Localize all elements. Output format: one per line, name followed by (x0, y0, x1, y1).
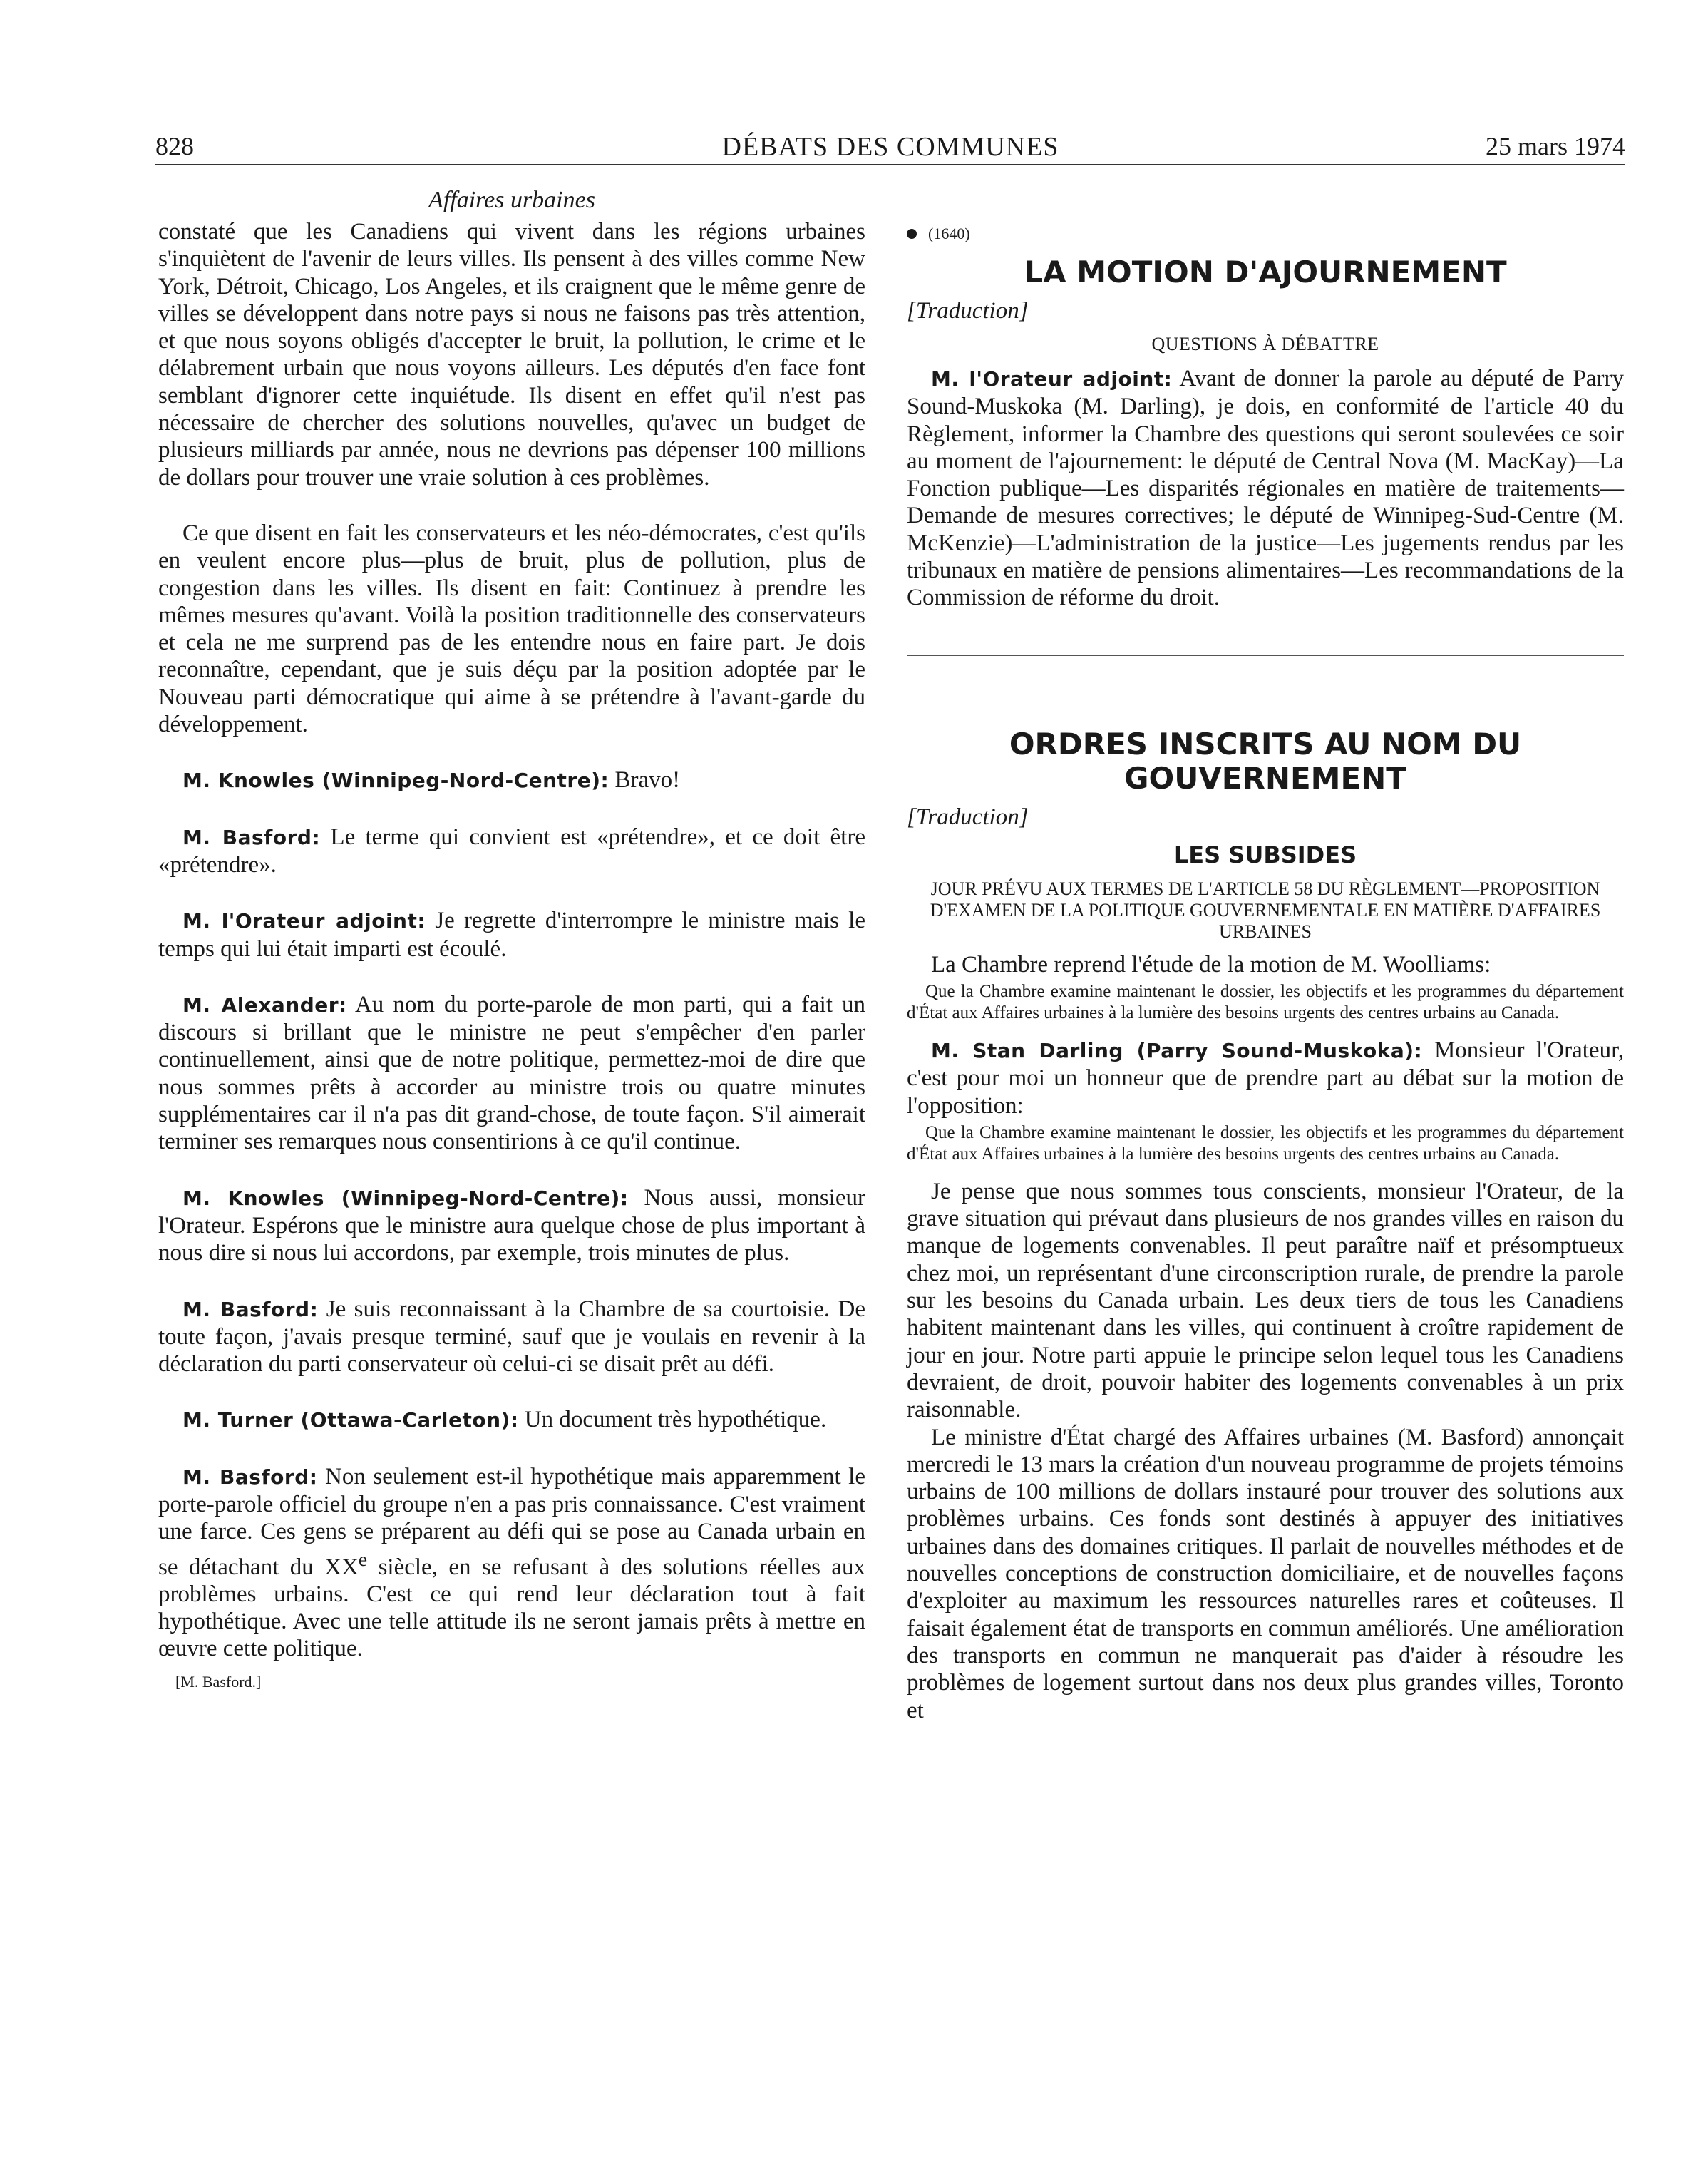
speaker-name: M. Knowles (Winnipeg-Nord-Centre): (182, 769, 609, 793)
timestamp (907, 220, 1624, 248)
speaker-name: M. Turner (Ottawa-Carleton): (182, 1408, 519, 1432)
speaker-name: M. l'Orateur adjoint: (931, 367, 1173, 391)
speech-text: Au nom du porte-parole de mon parti, qui a fait un discours si brillant que le ministre ne peut s'empêcher d'en parler continuellement, ainsi que de notre politique, permettez-moi de dire que nous sommes prêts à accorder au ministre trois ou quatre minutes supplémentaires car il n'a pas dit grand-chose, de toute façon. S'il aimerait terminer ses remarques nous consentirions à ce qu'il continue. (158, 991, 865, 1155)
paragraph: Ce que disent en fait les conservateurs et les néo-démocrates, c'est qu'ils en veulent encore plus—plus de bruit, plus de pollution, plus de congestion dans les villes. Ils disent en fait: Continuez à prendre les mêmes mesures qu'avant. Voilà la position traditionnelle des conservateurs et cela ne me surprend pas de les entendre nous en faire part. Je dois reconnaître, cependant, que je suis déçu par la position adoptée par le Nouveau parti démocratique qui aime à se prétendre à l'avant-garde du développement. (158, 520, 865, 738)
speech-text: Un document très hypothétique. (524, 1407, 827, 1433)
speaker-name: M. Basford: (182, 825, 321, 849)
section-divider (907, 655, 1624, 656)
speaker-name: M. Basford: (182, 1297, 319, 1321)
heading-government-orders: ORDRES INSCRITS AU NOM DU GOUVERNEMENT (1009, 726, 1522, 796)
running-head (155, 128, 1625, 165)
speaker-footnote: [M. Basford.] (175, 1672, 262, 1691)
speech-text: Nous aussi, monsieur l'Orateur. Espérons que le ministre aura quelque chose de plus important à nous dire si nous lui accordons, par exemple, trois minutes de plus. (158, 1184, 865, 1266)
subheading-questions: QUESTIONS À DÉBATTRE (1151, 334, 1379, 354)
speech (158, 991, 865, 1156)
speech-text: siècle, en se refusant à des solutions réelles aux problèmes urbains. C'est ce qui rend leur déclaration tout à fait hypothétique. Avec une telle attitude ils ne seront jamais prêts à mettre en œuvre cette politique. (158, 1554, 866, 1662)
speech-text: Je regrette d'interrompre le ministre mais le temps qui lui était imparti est écoulé. (158, 908, 865, 962)
speaker-name: M. Alexander: (182, 993, 347, 1017)
issue-date: 25 mars 1974 (1486, 132, 1625, 160)
bullet-icon (907, 229, 917, 239)
speech-text: Non seulement est-il hypothétique mais apparemment le porte-parole officiel du groupe n'en a pas pris connaissance. C'est vraiment une farce. Ces gens se préparent au défi qui se pose au Canada urbain en se détachant du XX (158, 1463, 865, 1580)
timestamp-text: (1640) (928, 225, 970, 242)
paragraph: La Chambre reprend l'étude de la motion de M. Woolliams: (931, 951, 1491, 978)
speech-text: Bravo! (614, 767, 681, 794)
speech-text: Je suis reconnaissant à la Chambre de sa courtoisie. De toute façon, j'avais presque terminé, sauf que je voulais en revenir à la déclaration du parti conservateur où celui-ci se disait prêt au défi. (158, 1296, 865, 1378)
page-number: 828 (155, 132, 194, 160)
journal-title: DÉBATS DES COMMUNES (721, 132, 1059, 162)
paragraph: Je pense que nous sommes tous conscients, monsieur l'Orateur, de la grave situation qui prévaut dans plusieurs de nos grandes villes en raison du manque de logements convenables. Il peut paraître naïf et présomptueux chez moi, un représentant d'une circonscription rurale, de prendre la parole sur les besoins du Canada urbain. Les deux tiers de tous les Canadiens habitent maintenant dans les villes, qui continuent à croître rapidement de jour en jour. Notre parti appuie le principe selon lequel tous les Canadiens devraient, de droit, pouvoir habiter des logements convenables à un prix raisonnable. (907, 1178, 1624, 1423)
speech (158, 767, 865, 794)
motion-quote: Que la Chambre examine maintenant le dossier, les objectifs et les programmes du département d'État aux Affaires urbaines à la lumière des besoins urgents des centres urbains au Canada. (907, 981, 1624, 1022)
speaker-name: M. Knowles (Winnipeg-Nord-Centre): (182, 1186, 629, 1210)
speech-text: Le terme qui convient est «prétendre», et ce doit être «prétendre». (158, 824, 865, 878)
speech-text: Avant de donner la parole au député de Parry Sound-Muskoka (M. Darling), je dois, en conformité de l'article 40 du Règlement, informer la Chambre des questions qui seront soulevées ce soir au moment de l'ajournement: le député de Central Nova (M. MacKay)—La Fonction publique—Les disparités régionales en matière de traitements—Demande de mesures correctives; le député de Winnipeg-Sud-Centre (M. McKenzie)—L'administration de la justice—Les jugements rendus par les tribunaux en matière de pensions alimentaires—Les recommandations de la Commission de réforme du droit. (907, 366, 1624, 611)
subheading-allotted-day: JOUR PRÉVU AUX TERMES DE L'ARTICLE 58 DU RÈGLEMENT—PROPOSITION D'EXAMEN DE LA POLITIQUE GOUVERNEMENTALE EN MATIÈRE D'AFFAIRES URBAINES (930, 878, 1601, 942)
speech (158, 824, 865, 879)
speaker-name: M. l'Orateur adjoint: (182, 909, 426, 933)
speaker-name: M. Basford: (182, 1465, 318, 1489)
translation-note: [Traduction] (907, 804, 1029, 830)
motion-quote: Que la Chambre examine maintenant le dossier, les objectifs et les programmes du département d'État aux Affaires urbaines à la lumière des besoins urgents des centres urbains au Canada. (907, 1122, 1624, 1164)
speech (158, 1463, 865, 1663)
paragraph: Le ministre d'État chargé des Affaires urbaines (M. Basford) annonçait mercredi le 13 mars la création d'un nouveau programme de projets témoins urbains de 100 millions de dollars instauré pour trouver des solutions aux problèmes urbains. Ces fonds sont destinés à appuyer des initiatives urbaines dans des domaines critiques. Il parlait de nouvelles méthodes et de nouvelles conceptions de construction domiciliaire, et de nouvelles façons d'exploiter au maximum les ressources naturelles rares et coûteuses. Il faisait également état de transports en commun améliorés. Une amélioration des transports en commun ne manquerait pas d'aider à résoudre les problèmes de logement surtout dans nos deux plus grandes villes, Toronto et (907, 1424, 1624, 1723)
speech (907, 1037, 1624, 1119)
speech (158, 907, 865, 963)
speaker-name: M. Stan Darling (Parry Sound-Muskoka): (931, 1038, 1423, 1062)
section-heading: Affaires urbaines (428, 187, 595, 213)
right-column (907, 220, 1624, 1724)
speech (158, 1406, 865, 1434)
speech (158, 1296, 865, 1378)
superscript: e (358, 1547, 368, 1570)
subheading-supply: LES SUBSIDES (1173, 841, 1357, 868)
heading-adjournment: LA MOTION D'AJOURNEMENT (1024, 255, 1507, 289)
speech (907, 365, 1624, 612)
paragraph: constaté que les Canadiens qui vivent dans les régions urbaines s'inquiètent de l'avenir de leurs villes. Ils pensent à des villes comme New York, Détroit, Chicago, Los Angeles, et ils craignent que le même genre de villes se développent dans notre pays si nous ne faisons pas très attention, et que nous soyons obligés d'accepter le bruit, la pollution, le crime et le délabrement urbain que nous voyons ailleurs. Les députés d'en face font semblant d'ignorer cette inquiétude. Ils disent en effet qu'il n'est pas nécessaire de chercher des solutions nouvelles, qu'avec un budget de plusieurs milliards par année, nous ne devrions pas dépenser 100 millions de dollars pour trouver une vraie solution à ces problèmes. (158, 219, 865, 491)
left-column (158, 187, 865, 1691)
translation-note: [Traduction] (907, 298, 1029, 324)
speech-text: Monsieur l'Orateur, c'est pour moi un honneur que de prendre part au débat sur la motion de l'opposition: (907, 1037, 1624, 1119)
speech (158, 1184, 865, 1267)
